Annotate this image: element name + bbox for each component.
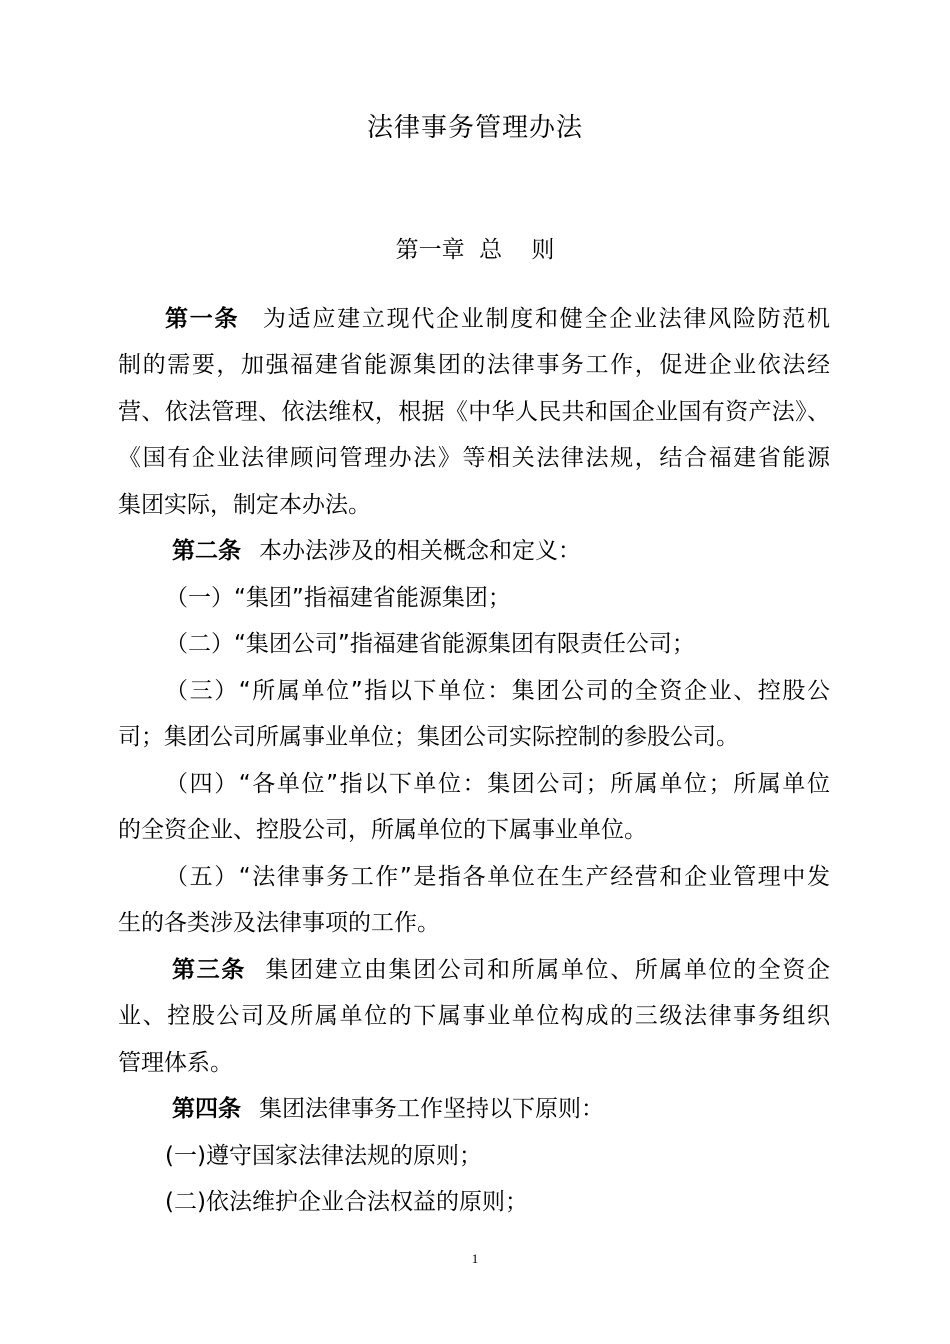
article-2-item-1: （一）“集团”指福建省能源集团； (165, 585, 511, 611)
article-4-item-1: (一)遵守国家法律法规的原则； (165, 1143, 482, 1169)
article-4-label: 第四条 (172, 1096, 241, 1122)
article-4-intro: 集团法律事务工作坚持以下原则： (259, 1096, 604, 1122)
article-1-line-5: 集团实际，制定本办法。 (118, 492, 371, 518)
article-3-label: 第三条 (172, 957, 246, 983)
article-1-line-4: 《国有企业法律顾问管理办法》等相关法律法规，结合福建省能源 (118, 445, 830, 471)
chapter-heading: 第一章 总 则 (395, 237, 555, 263)
article-2-label: 第二条 (172, 538, 241, 564)
article-3-line-3: 管理体系。 (118, 1050, 233, 1076)
article-4-line-1 (172, 1091, 830, 1127)
article-2-item-5-line-1: （五）“法律事务工作”是指各单位在生产经营和企业管理中发 (165, 864, 830, 890)
article-1-line-2: 制的需要，加强福建省能源集团的法律事务工作，促进企业依法经 (118, 352, 830, 378)
article-1-text: 为适应建立现代企业制度和健全企业法律风险防范机 (261, 306, 831, 332)
article-2-item-3-line-2: 司；集团公司所属事业单位；集团公司实际控制的参股公司。 (118, 724, 739, 750)
article-2-item-4-line-2: 的全资企业、控股公司，所属单位的下属事业单位。 (118, 817, 647, 843)
article-1-line-1 (165, 301, 830, 337)
article-4-item-2: (二)依法维护企业合法权益的原则； (165, 1189, 528, 1215)
article-3-line-1 (172, 952, 830, 988)
article-1-label: 第一条 (165, 306, 240, 332)
article-1-line-3: 营、依法管理、依法维权，根据《中华人民共和国企业国有资产法》、 (118, 399, 830, 425)
article-2-intro: 本办法涉及的相关概念和定义： (259, 538, 581, 564)
article-3-text: 集团建立由集团公司和所属单位、所属单位的全资企 (263, 957, 831, 983)
article-3-line-2: 业、控股公司及所属单位的下属事业单位构成的三级法律事务组织 (118, 1003, 830, 1029)
article-2-item-2: （二）“集团公司”指福建省能源集团有限责任公司； (165, 631, 695, 657)
article-2-item-4-line-1: （四）“各单位”指以下单位：集团公司；所属单位；所属单位 (165, 771, 830, 797)
document-title: 法律事务管理办法 (366, 113, 583, 143)
article-2-item-3-line-1: （三）“所属单位”指以下单位：集团公司的全资企业、控股公 (165, 678, 830, 704)
article-2-item-5-line-2: 生的各类涉及法律事项的工作。 (118, 910, 440, 936)
page-number: 1 (471, 1251, 479, 1266)
article-2-line-1 (172, 533, 830, 569)
